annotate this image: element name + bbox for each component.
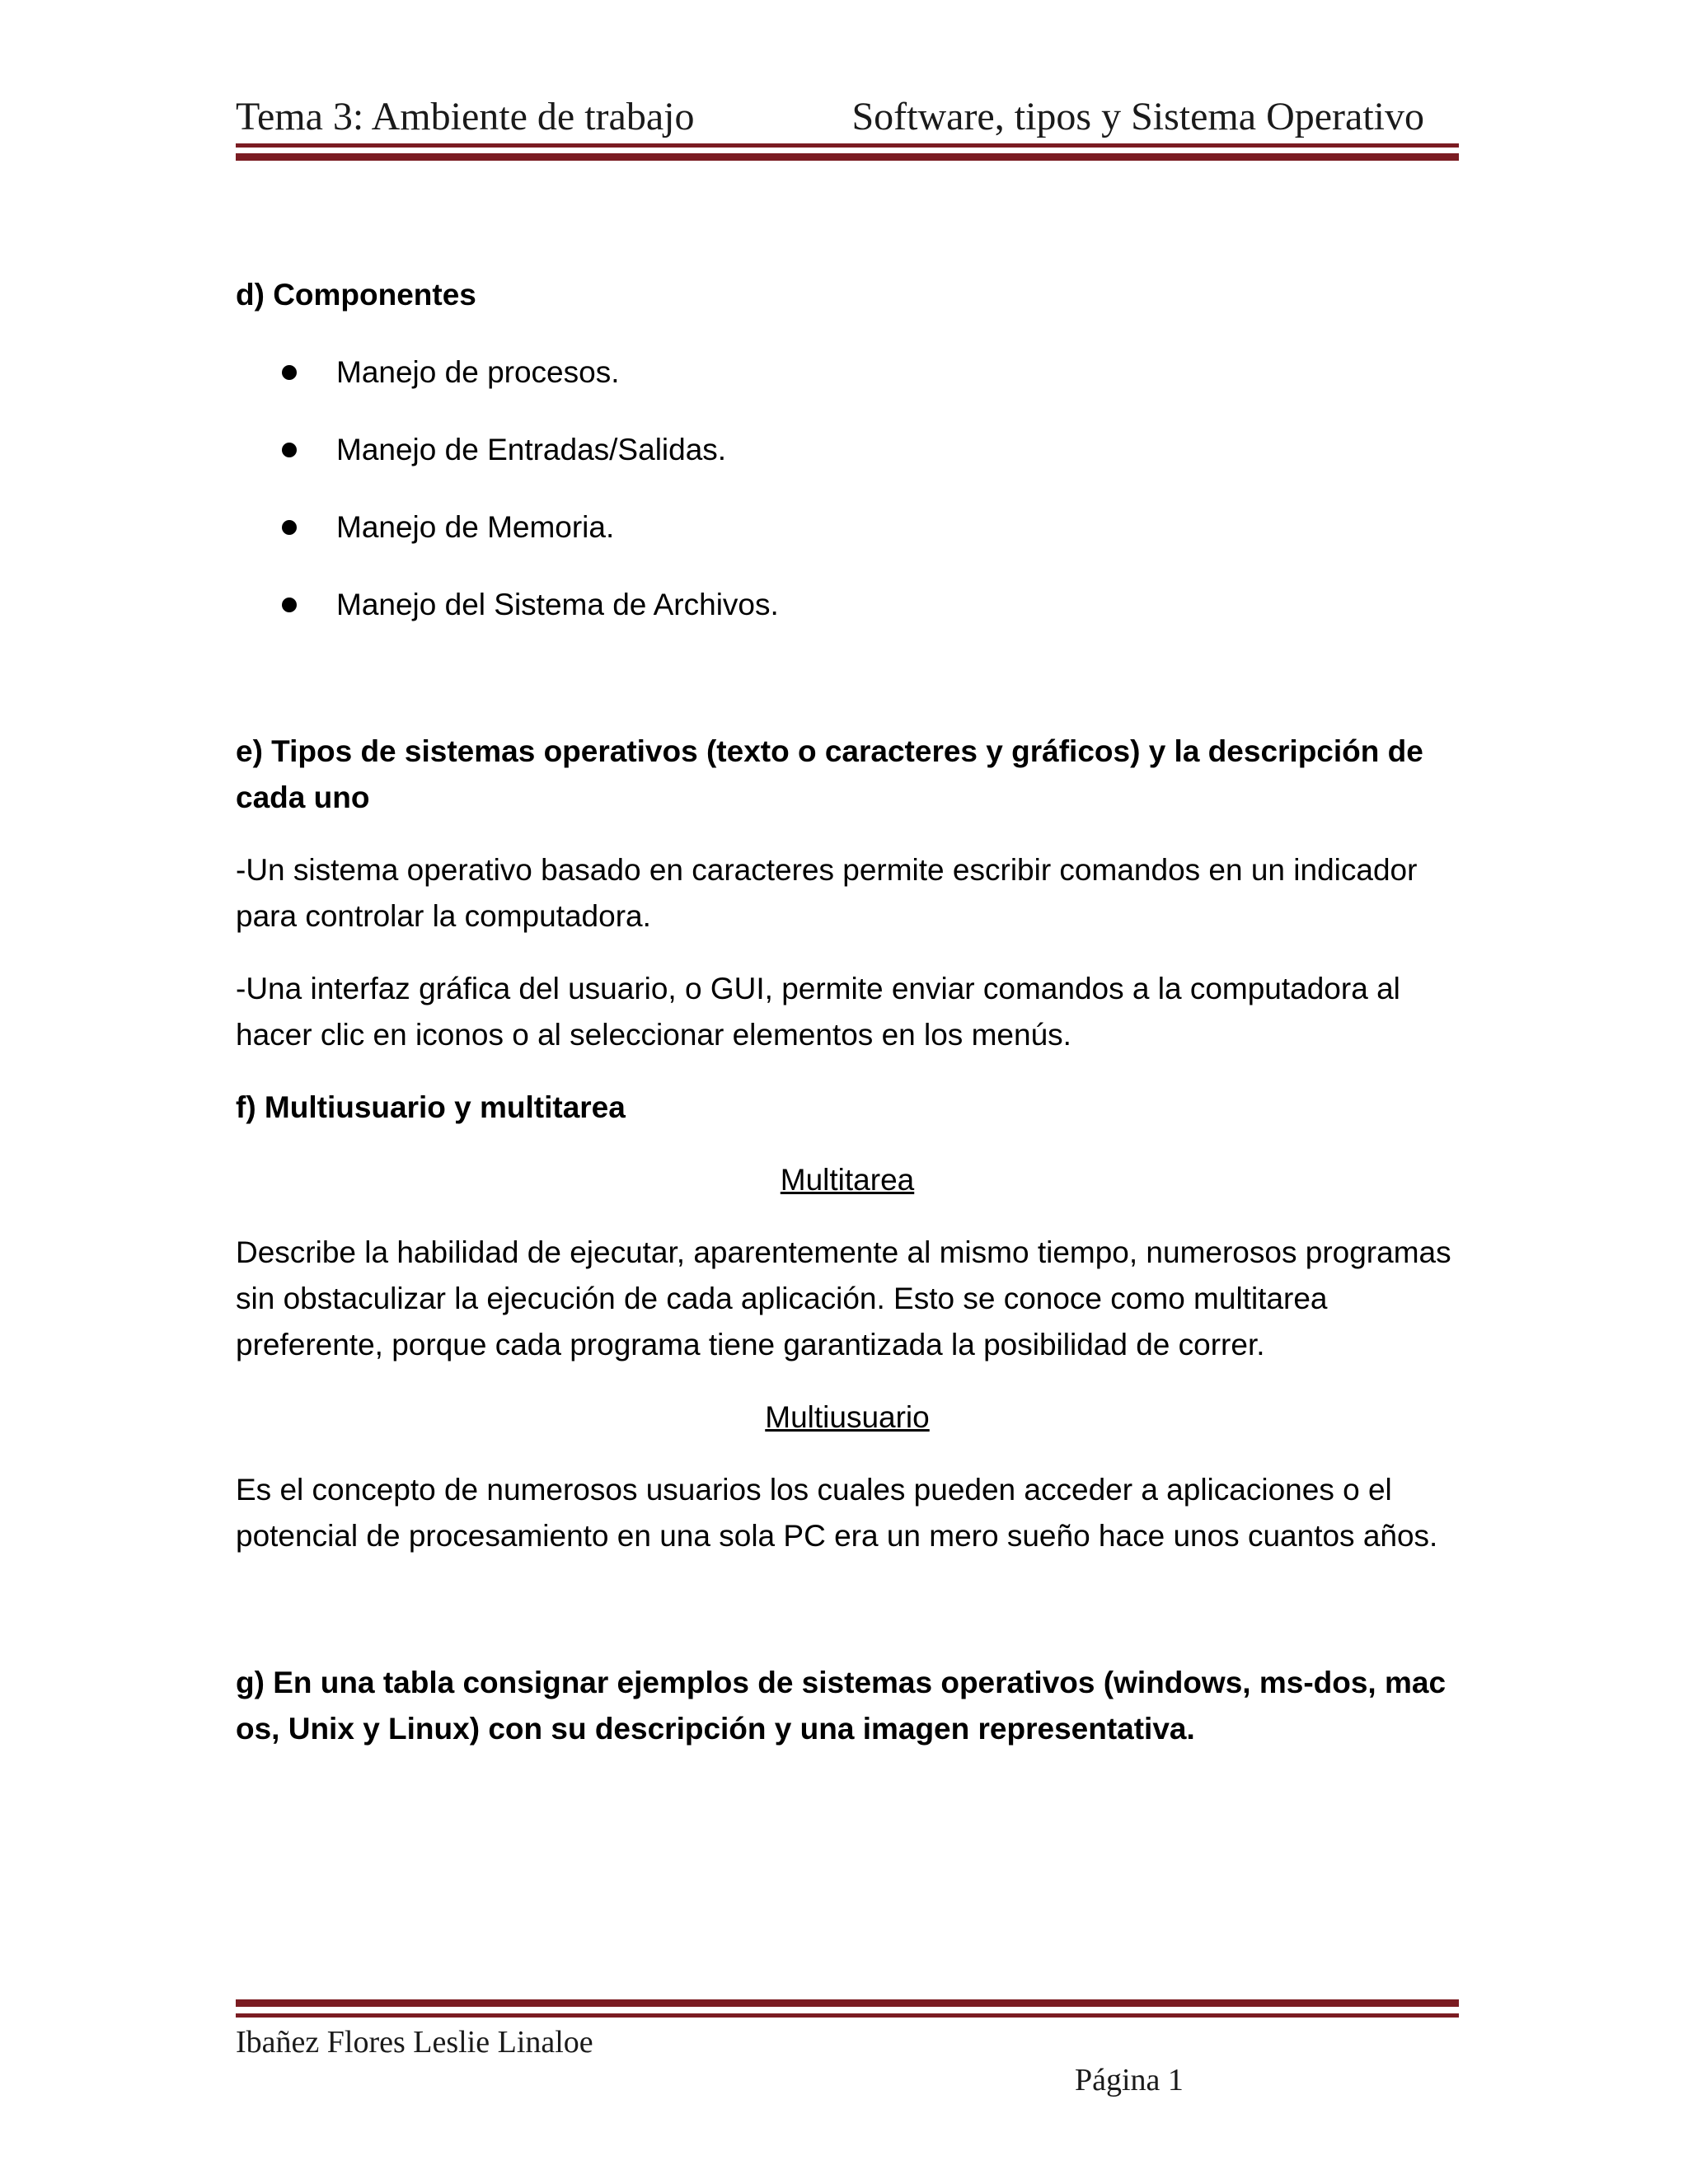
multiusuario-text: Es el concepto de numerosos usuarios los cuales pueden acceder a aplicaciones o el potencial de procesamiento en una sola PC era un mero sueño hace unos cuantos años. [236, 1473, 1438, 1553]
list-item-text: Manejo de procesos. [336, 355, 620, 389]
section-e-paragraph-2: -Una interfaz gráfica del usuario, o GUI, permite enviar comandos a la computadora al hacer clic en iconos o al seleccionar elementos en los menús. [236, 972, 1400, 1052]
list-item [236, 504, 1459, 551]
footer-author: Ibañez Flores Leslie Linaloe [236, 2025, 593, 2060]
multiusuario-title: Multiusuario [765, 1400, 930, 1434]
bullet-icon [282, 598, 297, 612]
list-item [236, 427, 1459, 473]
list-item-text: Manejo de Entradas/Salidas. [336, 433, 727, 466]
multitarea-text: Describe la habilidad de ejecutar, aparentemente al mismo tiempo, numerosos programas sin obstaculizar la ejecución de cada aplicación. Esto se conoce como multitarea preferente, porque cada programa tiene garantizada la posibilidad de correr. [236, 1235, 1451, 1361]
header-topic: Tema 3: Ambiente de trabajo [236, 95, 695, 138]
bullet-icon [282, 443, 297, 457]
list-item [236, 349, 1459, 396]
list-item-text: Manejo de Memoria. [336, 510, 615, 544]
section-d-heading: d) Componentes [236, 278, 476, 312]
page-header [236, 92, 1456, 142]
section-f-heading: f) Multiusuario y multitarea [236, 1090, 626, 1124]
page-body [236, 272, 1459, 1752]
bullet-icon [282, 520, 297, 535]
bullet-icon [282, 365, 297, 380]
header-subject: Software, tipos y Sistema Operativo [851, 95, 1424, 138]
list-item [236, 582, 1459, 628]
multitarea-title: Multitarea [780, 1163, 915, 1197]
section-e-heading: e) Tipos de sistemas operativos (texto o caracteres y gráficos) y la descripción de cada uno [236, 734, 1423, 814]
list-item-text: Manejo del Sistema de Archivos. [336, 588, 779, 621]
components-list [236, 349, 1459, 628]
section-e-paragraph-1: -Un sistema operativo basado en caracteres permite escribir comandos en un indicador para controlar la computadora. [236, 853, 1418, 933]
header-rule-thin [236, 143, 1459, 148]
page-number: Página 1 [1075, 2063, 1184, 2097]
section-g-heading: g) En una tabla consignar ejemplos de sistemas operativos (windows, ms-dos, mac os, Unix y Linux) con su descripción y una imagen representativa. [236, 1666, 1447, 1746]
header-rule-thick [236, 153, 1459, 161]
footer-rule-thick [236, 1999, 1459, 2007]
